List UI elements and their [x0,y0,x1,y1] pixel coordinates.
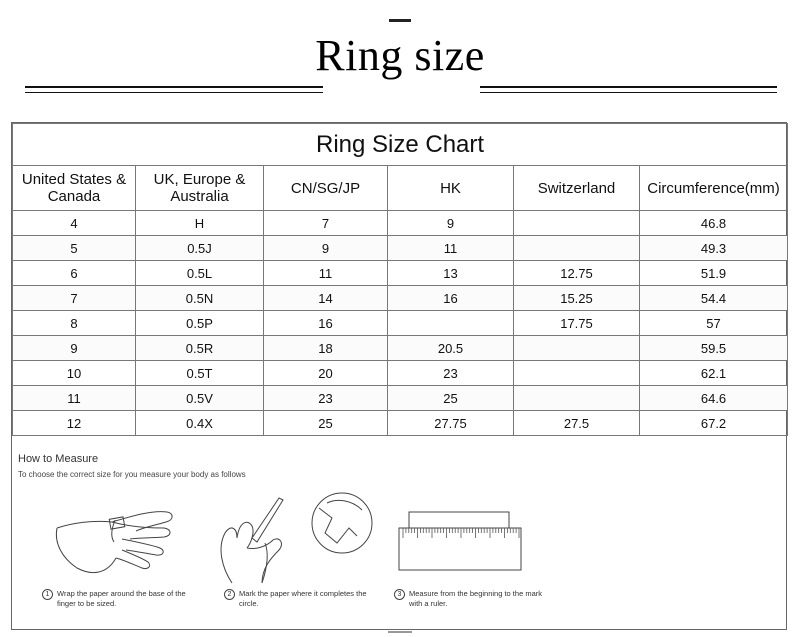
table-cell: 17.75 [514,311,640,336]
table-cell: 13 [388,261,514,286]
table-row [13,336,788,361]
step-2-text: Mark the paper where it completes the circle. [239,589,367,608]
column-header: United States & Canada [13,166,136,211]
step-2-number: 2 [224,589,235,600]
table-cell: 27.75 [388,411,514,436]
table-cell: 54.4 [640,286,788,311]
table-cell: 4 [13,211,136,236]
table-cell: 0.5J [136,236,264,261]
table-cell [514,211,640,236]
table-row [13,286,788,311]
table-row [13,211,788,236]
table-cell [514,236,640,261]
step-3 [394,589,554,609]
measure-subtitle: To choose the correct size for you measure your body as follows [18,470,246,479]
table-cell [388,311,514,336]
table-cell: 51.9 [640,261,788,286]
column-header-row [13,166,788,211]
how-to-measure-section [12,443,787,629]
wrap-finger-illustration [52,498,182,588]
top-decor-mark [389,19,411,22]
table-cell: 16 [388,286,514,311]
table-cell: 23 [264,386,388,411]
table-cell: 15.25 [514,286,640,311]
table-cell: 7 [264,211,388,236]
chart-title: Ring Size Chart [13,124,788,166]
bottom-decor-mark [388,631,412,633]
title-rule-left [25,86,323,88]
table-cell: 14 [264,286,388,311]
table-cell: 10 [13,361,136,386]
table-cell: 0.4X [136,411,264,436]
step-1 [42,589,202,609]
table-cell: 46.8 [640,211,788,236]
step-3-text: Measure from the beginning to the mark with a ruler. [409,589,542,608]
step-3-number: 3 [394,589,405,600]
step-1-text: Wrap the paper around the base of the finger to be sized. [57,589,186,608]
column-header: HK [388,166,514,211]
table-cell: 57 [640,311,788,336]
ring-size-chart [11,122,787,630]
table-row [13,311,788,336]
table-cell: 62.1 [640,361,788,386]
mark-paper-illustration [207,488,377,588]
title-rule-left-thin [25,92,323,93]
title-rule-right-thin [480,92,777,93]
table-cell: 25 [388,386,514,411]
table-row [13,386,788,411]
table-cell: 5 [13,236,136,261]
table-cell: 8 [13,311,136,336]
table-cell: 20.5 [388,336,514,361]
title-rule-right [480,86,777,88]
column-header: UK, Europe & Australia [136,166,264,211]
table-cell: 11 [388,236,514,261]
table-cell [514,386,640,411]
size-table [12,123,788,436]
table-cell: 0.5R [136,336,264,361]
table-row [13,411,788,436]
table-cell: 23 [388,361,514,386]
step-2 [224,589,384,609]
table-cell: 0.5L [136,261,264,286]
table-cell: 0.5T [136,361,264,386]
table-cell: 6 [13,261,136,286]
table-cell: 0.5V [136,386,264,411]
table-row [13,261,788,286]
table-body [13,211,788,436]
table-cell: 11 [264,261,388,286]
table-cell: 11 [13,386,136,411]
column-header: CN/SG/JP [264,166,388,211]
table-cell: 18 [264,336,388,361]
table-cell: 0.5P [136,311,264,336]
table-row [13,236,788,261]
table-cell: 9 [388,211,514,236]
table-cell: 12 [13,411,136,436]
ruler-illustration [397,498,527,578]
table-cell: 64.6 [640,386,788,411]
table-cell: 25 [264,411,388,436]
column-header: Circumference(mm) [640,166,788,211]
table-cell: 0.5N [136,286,264,311]
table-cell: 9 [264,236,388,261]
table-cell [514,361,640,386]
table-cell: 12.75 [514,261,640,286]
measure-title: How to Measure [18,453,99,465]
table-cell: 9 [13,336,136,361]
table-cell: 59.5 [640,336,788,361]
table-cell: 49.3 [640,236,788,261]
step-1-number: 1 [42,589,53,600]
table-cell: H [136,211,264,236]
table-cell: 27.5 [514,411,640,436]
table-cell: 20 [264,361,388,386]
table-cell: 7 [13,286,136,311]
table-row [13,361,788,386]
table-cell [514,336,640,361]
table-cell: 67.2 [640,411,788,436]
page-title: Ring size [315,31,485,80]
column-header: Switzerland [514,166,640,211]
table-cell: 16 [264,311,388,336]
